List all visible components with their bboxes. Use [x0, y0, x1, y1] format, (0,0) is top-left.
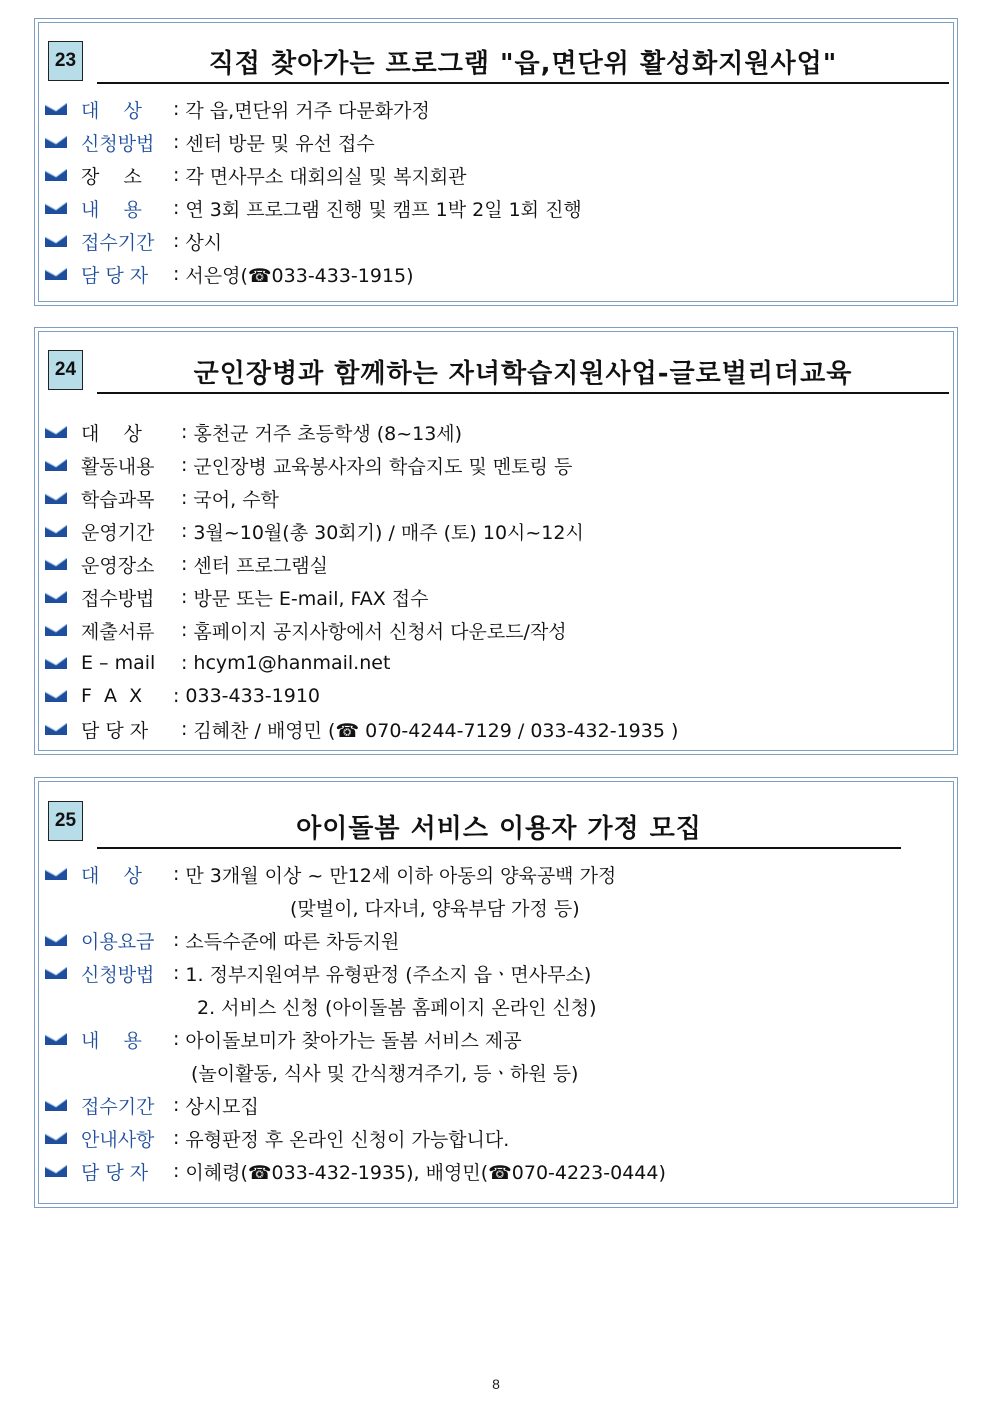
row-value: 033-433-1910 — [185, 685, 321, 707]
envelope-icon — [45, 690, 67, 702]
row-value: 센터 방문 및 유선 접수 — [185, 132, 375, 155]
row-label: 장 소 — [81, 165, 142, 188]
row-label: 담 당 자 — [81, 264, 149, 287]
envelope-icon — [45, 1033, 67, 1045]
info-row: 신청방법 : 1. 정부지원여부 유형판정 (주소지 읍ㆍ면사무소) — [45, 957, 591, 989]
info-row: 제출서류 : 홈페이지 공지사항에서 신청서 다운로드/작성 — [45, 614, 567, 646]
envelope-icon — [45, 591, 67, 603]
row-label: 내 용 — [81, 1029, 142, 1052]
section-title: 군인장병과 함께하는 자녀학습지원사업-글로벌리더교육 — [97, 350, 949, 394]
row-value: 만 3개월 이상 ~ 만12세 이하 아동의 양육공백 가정 — [185, 864, 617, 887]
info-row: 이용요금 : 소득수준에 따른 차등지원 — [45, 924, 399, 956]
row-value: 김혜찬 / 배영민 (☎ 070-4244-7129 / 033-432-1935 ) — [193, 719, 679, 742]
info-row: 대 상 : 각 읍,면단위 거주 다문화가정 — [45, 93, 430, 125]
row-label: 담 당 자 — [81, 719, 149, 742]
section-number: 25 — [48, 801, 83, 841]
envelope-icon — [45, 558, 67, 570]
row-label: E – mail — [81, 652, 156, 674]
envelope-icon — [45, 235, 67, 247]
row-label: 이용요금 — [81, 930, 155, 953]
section-title: 직접 찾아가는 프로그램 "읍,면단위 활성화지원사업" — [97, 40, 949, 84]
row-label: 신청방법 — [81, 963, 155, 986]
row-value: 서은영(☎033-433-1915) — [185, 264, 414, 287]
row-label: 대 상 — [81, 99, 142, 122]
info-row: 학습과목 : 국어, 수학 — [45, 482, 279, 514]
envelope-icon — [45, 1132, 67, 1144]
row-label: 운영기간 — [81, 521, 155, 544]
row-label: 신청방법 — [81, 132, 155, 155]
section-number: 23 — [48, 41, 83, 81]
envelope-icon — [45, 723, 67, 735]
info-row-continuation — [191, 1056, 578, 1088]
section-23 — [34, 18, 958, 306]
info-row: 안내사항 : 유형판정 후 온라인 신청이 가능합니다. — [45, 1122, 509, 1154]
envelope-icon — [45, 459, 67, 471]
row-value: (맞벌이, 다자녀, 양육부담 가정 등) — [290, 897, 580, 920]
row-label: 접수방법 — [81, 587, 155, 610]
row-value: 각 면사무소 대회의실 및 복지회관 — [185, 165, 467, 188]
envelope-icon — [45, 492, 67, 504]
info-row: 대 상 : 만 3개월 이상 ~ 만12세 이하 아동의 양육공백 가정 — [45, 858, 616, 890]
row-label: 접수기간 — [81, 1095, 155, 1118]
info-row: 운영장소 : 센터 프로그램실 — [45, 548, 328, 580]
envelope-icon — [45, 934, 67, 946]
row-value: 홈페이지 공지사항에서 신청서 다운로드/작성 — [193, 620, 567, 643]
info-row: 접수기간 : 상시모집 — [45, 1089, 259, 1121]
row-label: F A X — [81, 685, 143, 707]
envelope-icon — [45, 868, 67, 880]
envelope-icon — [45, 1099, 67, 1111]
row-label: 제출서류 — [81, 620, 155, 643]
envelope-icon — [45, 967, 67, 979]
envelope-icon — [45, 136, 67, 148]
envelope-icon — [45, 268, 67, 280]
info-row: 활동내용 : 군인장병 교육봉사자의 학습지도 및 멘토링 등 — [45, 449, 572, 481]
info-row: F A X : 033-433-1910 — [45, 680, 320, 712]
info-row: 접수방법 : 방문 또는 E-mail, FAX 접수 — [45, 581, 429, 613]
section-25 — [34, 777, 958, 1208]
row-value: 홍천군 거주 초등학생 (8~13세) — [193, 422, 463, 445]
row-value: 연 3회 프로그램 진행 및 캠프 1박 2일 1회 진행 — [185, 198, 582, 221]
envelope-icon — [45, 103, 67, 115]
info-row: 내 용 : 아이돌보미가 찾아가는 돌봄 서비스 제공 — [45, 1023, 522, 1055]
row-value: 소득수준에 따른 차등지원 — [185, 930, 400, 953]
info-row: 접수기간 : 상시 — [45, 225, 222, 257]
email-value[interactable]: hcym1@hanmail.net — [193, 652, 391, 674]
row-value: 유형판정 후 온라인 신청이 가능합니다. — [185, 1128, 510, 1151]
envelope-icon — [45, 1165, 67, 1177]
info-row: 신청방법 : 센터 방문 및 유선 접수 — [45, 126, 375, 158]
row-value: 2. 서비스 신청 (아이돌봄 홈페이지 온라인 신청) — [197, 996, 597, 1019]
envelope-icon — [45, 169, 67, 181]
row-value: 이혜령(☎033-432-1935), 배영민(☎070-4223-0444) — [185, 1161, 666, 1184]
row-label: 활동내용 — [81, 455, 155, 478]
row-label: 안내사항 — [81, 1128, 155, 1151]
envelope-icon — [45, 525, 67, 537]
section-number: 24 — [48, 350, 83, 390]
row-label: 대 상 — [81, 422, 142, 445]
row-value: 아이돌보미가 찾아가는 돌봄 서비스 제공 — [185, 1029, 522, 1052]
envelope-icon — [45, 624, 67, 636]
row-value: 센터 프로그램실 — [193, 554, 328, 577]
info-row: 운영기간 : 3월~10월(총 30회기) / 매주 (토) 10시~12시 — [45, 515, 584, 547]
info-row: 장 소 : 각 면사무소 대회의실 및 복지회관 — [45, 159, 467, 191]
info-row: 담 당 자 : 서은영(☎033-433-1915) — [45, 258, 414, 290]
info-row: 담 당 자 : 김혜찬 / 배영민 (☎ 070-4244-7129 / 033-432-1935 ) — [45, 713, 678, 745]
info-row: 대 상 : 홍천군 거주 초등학생 (8~13세) — [45, 416, 462, 448]
row-label: 운영장소 — [81, 554, 155, 577]
envelope-icon — [45, 657, 67, 669]
info-row: E – mail : hcym1@hanmail.net — [45, 647, 390, 679]
row-label: 담 당 자 — [81, 1161, 149, 1184]
row-value: 상시모집 — [185, 1095, 259, 1118]
info-row-continuation — [197, 990, 597, 1022]
row-value: 각 읍,면단위 거주 다문화가정 — [185, 99, 430, 122]
section-24 — [34, 327, 958, 755]
row-value: 상시 — [185, 231, 223, 254]
page-number: 8 — [492, 1376, 500, 1392]
row-label: 대 상 — [81, 864, 142, 887]
info-row-continuation — [290, 891, 580, 923]
envelope-icon — [45, 202, 67, 214]
row-value: 1. 정부지원여부 유형판정 (주소지 읍ㆍ면사무소) — [185, 963, 592, 986]
row-label: 접수기간 — [81, 231, 155, 254]
envelope-icon — [45, 426, 67, 438]
row-value: 국어, 수학 — [193, 488, 279, 511]
row-label: 학습과목 — [81, 488, 155, 511]
row-value: 방문 또는 E-mail, FAX 접수 — [193, 587, 429, 610]
row-label: 내 용 — [81, 198, 142, 221]
row-value: (놀이활동, 식사 및 간식챙겨주기, 등ㆍ하원 등) — [191, 1062, 579, 1085]
row-value: 군인장병 교육봉사자의 학습지도 및 멘토링 등 — [193, 455, 573, 478]
section-title: 아이돌봄 서비스 이용자 가정 모집 — [97, 805, 901, 849]
row-value: 3월~10월(총 30회기) / 매주 (토) 10시~12시 — [193, 521, 584, 544]
info-row: 담 당 자 : 이혜령(☎033-432-1935), 배영민(☎070-4223-0444) — [45, 1155, 666, 1187]
info-row: 내 용 : 연 3회 프로그램 진행 및 캠프 1박 2일 1회 진행 — [45, 192, 582, 224]
